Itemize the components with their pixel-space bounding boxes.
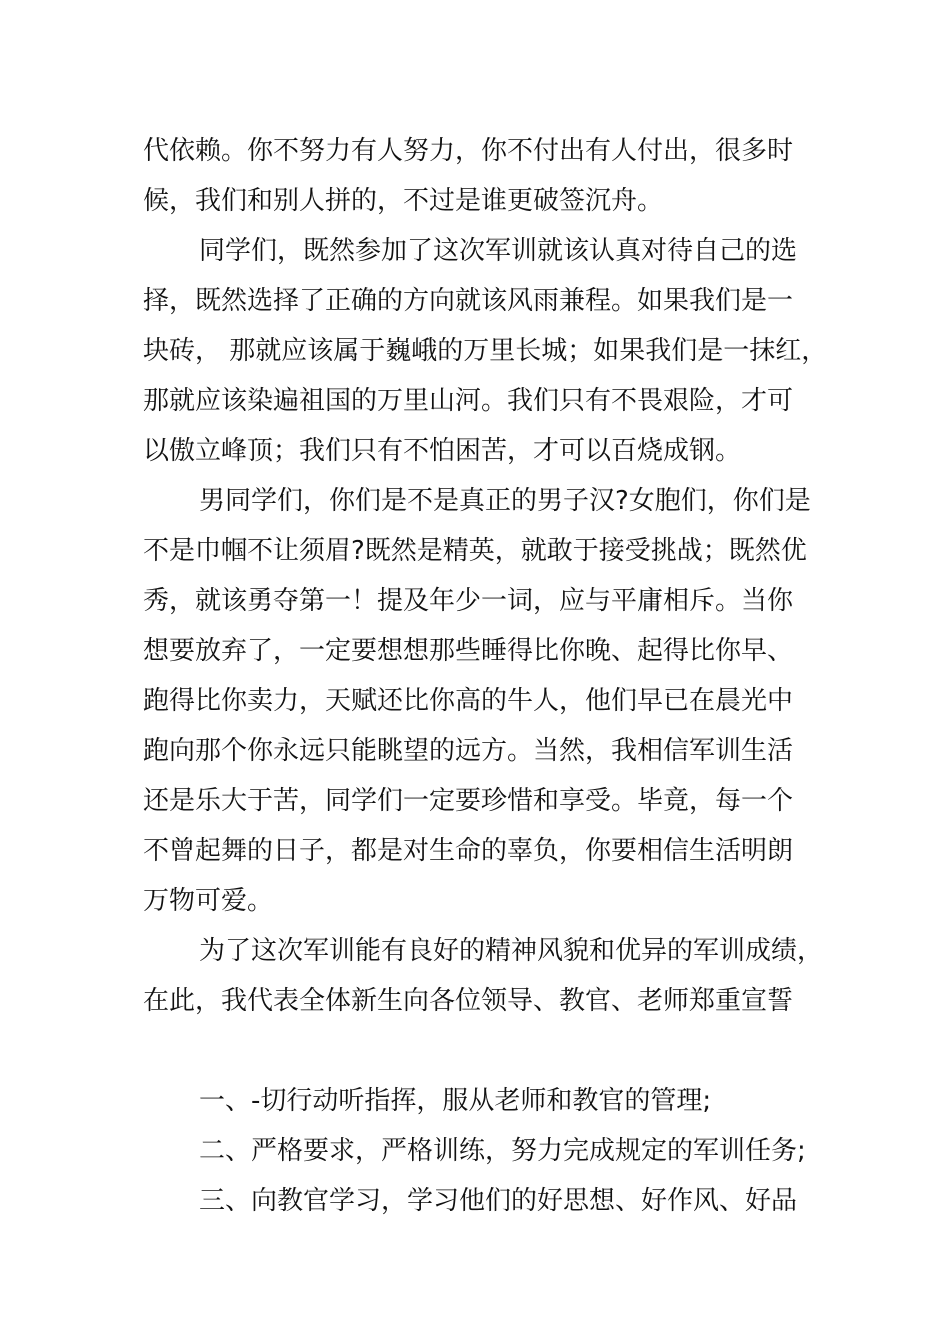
text-line: 以傲立峰顶；我们只有不怕困苦，才可以百烧成钢。 xyxy=(143,436,742,466)
text-line: 还是乐大于苦，同学们一定要珍惜和享受。毕竟，每一个 xyxy=(143,786,794,816)
oath-item: 一、-切行动听指挥，服从老师和教官的管理; xyxy=(199,1086,712,1116)
text-line: 在此，我代表全体新生向各位领导、教官、老师郑重宣誓 xyxy=(143,986,794,1016)
paragraph-first-line: 为了这次军训能有良好的精神风貌和优异的军训成绩， xyxy=(199,936,824,966)
paragraph-first-line: 男同学们，你们是不是真正的男子汉?女胞们，你们是 xyxy=(199,486,811,516)
text-line: 想要放弃了，一定要想想那些睡得比你晚、起得比你早、 xyxy=(143,636,794,666)
text-line: 跑向那个你永远只能眺望的远方。当然，我相信军训生活 xyxy=(143,736,794,766)
text-line: 不是巾帼不让须眉?既然是精英，就敢于接受挑战；既然优 xyxy=(143,536,807,566)
text-line: 秀，就该勇夺第一！提及年少一词，应与平庸相斥。当你 xyxy=(143,586,794,616)
oath-item: 二、严格要求，严格训练，努力完成规定的军训任务; xyxy=(199,1136,806,1166)
text-line: 万物可爱。 xyxy=(143,886,274,916)
paragraph-first-line: 同学们，既然参加了这次军训就该认真对待自己的选 xyxy=(199,236,798,266)
text-line: 块砖， 那就应该属于巍峨的万里长城；如果我们是一抹红， xyxy=(143,336,828,366)
text-line: 候，我们和别人拼的，不过是谁更破签沉舟。 xyxy=(143,186,664,216)
oath-item: 三、向教官学习，学习他们的好思想、好作风、好品 xyxy=(199,1186,798,1216)
text-line: 代依赖。你不努力有人努力，你不付出有人付出，很多时 xyxy=(143,136,794,166)
text-line: 择，既然选择了正确的方向就该风雨兼程。如果我们是一 xyxy=(143,286,794,316)
text-line: 跑得比你卖力，天赋还比你高的牛人，他们早已在晨光中 xyxy=(143,686,794,716)
text-line: 不曾起舞的日子，都是对生命的辜负，你要相信生活明朗 xyxy=(143,836,794,866)
text-line: 那就应该染遍祖国的万里山河。我们只有不畏艰险，才可 xyxy=(143,386,794,416)
